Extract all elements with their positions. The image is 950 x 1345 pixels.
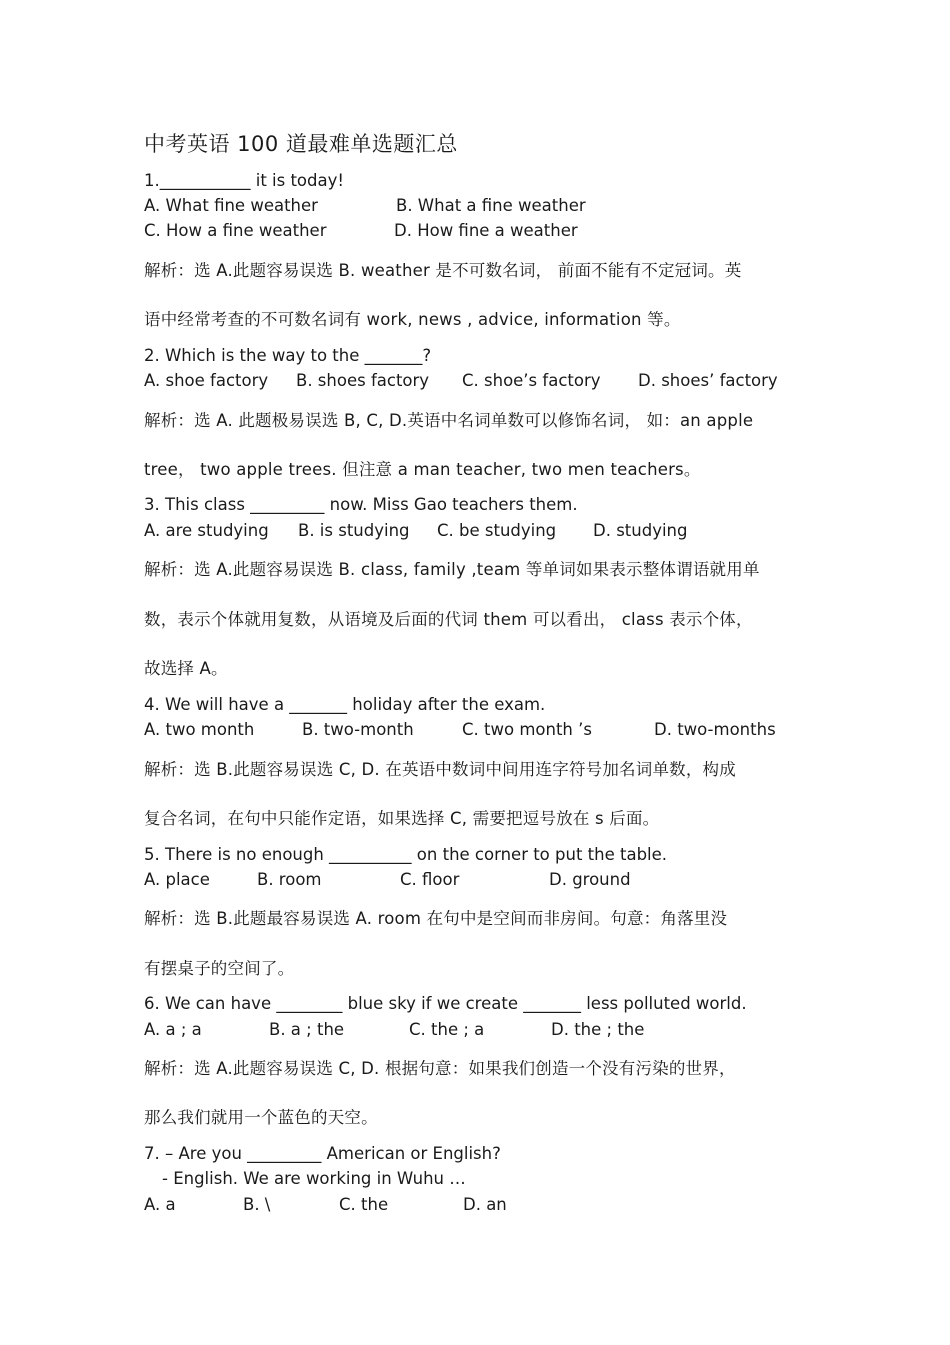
question-4-option-b: B. two-month xyxy=(302,720,414,739)
question-3-option-d: D. studying xyxy=(593,521,688,540)
question-1-option-d: D. How fine a weather xyxy=(394,221,578,240)
question-2-option-c: C. shoe’s factory xyxy=(462,371,601,390)
question-3-option-b: B. is studying xyxy=(298,521,410,540)
question-2-option-b: B. shoes factory xyxy=(296,371,430,390)
question-2-option-a: A. shoe factory xyxy=(144,371,269,390)
question-2-explanation-line-2: tree， two apple trees. 但注意 a man teacher, two men teachers。 xyxy=(144,460,701,479)
question-4-explanation-line-1: 解析：选 B.此题容易误选 C, D. 在英语中数词中间用连字符号加名词单数，构成 xyxy=(144,760,736,779)
question-1-explanation-line-1: 解析：选 A.此题容易误选 B. weather 是不可数名词， 前面不能有不定冠词。英 xyxy=(144,261,742,280)
question-5-stem: 5. There is no enough __________ on the corner to put the table. xyxy=(144,845,668,864)
question-1-stem: 1.___________ it is today! xyxy=(144,171,344,190)
question-1-explanation-line-2: 语中经常考查的不可数名词有 work, news , advice, information 等。 xyxy=(144,310,681,329)
question-7-stem-reply: - English. We are working in Wuhu … xyxy=(162,1169,466,1188)
question-4-explanation-line-2: 复合名词，在句中只能作定语，如果选择 C, 需要把逗号放在 s 后面。 xyxy=(144,809,660,828)
question-6-explanation-line-1: 解析：选 A.此题容易误选 C, D. 根据句意：如果我们创造一个没有污染的世界， xyxy=(144,1059,736,1078)
question-6-explanation-line-2: 那么我们就用一个蓝色的天空。 xyxy=(144,1108,378,1127)
question-6-option-c: C. the ; a xyxy=(409,1020,485,1039)
question-4-option-c: C. two month ’s xyxy=(462,720,592,739)
question-7-stem: 7. – Are you _________ American or English? xyxy=(144,1144,501,1163)
question-1-option-a: A. What fine weather xyxy=(144,196,318,215)
question-5-explanation-line-1: 解析：选 B.此题最容易误选 A. room 在句中是空间而非房间。句意：角落里没 xyxy=(144,909,728,928)
question-6-option-b: B. a ; the xyxy=(269,1020,345,1039)
question-2-stem: 2. Which is the way to the _______? xyxy=(144,346,432,365)
question-3-explanation-line-2: 数，表示个体就用复数，从语境及后面的代词 them 可以看出， class 表示个体， xyxy=(144,610,753,629)
question-2-explanation-line-1: 解析：选 A. 此题极易误选 B, C, D.英语中名词单数可以修饰名词， 如：an apple xyxy=(144,411,754,430)
question-4-stem: 4. We will have a _______ holiday after the exam. xyxy=(144,695,546,714)
question-3-option-c: C. be studying xyxy=(437,521,557,540)
question-5-option-c: C. floor xyxy=(400,870,460,889)
question-5-option-b: B. room xyxy=(257,870,322,889)
page-title: 中考英语 100 道最难单选题汇总 xyxy=(144,132,458,156)
question-6-stem: 6. We can have ________ blue sky if we create _______ less polluted world. xyxy=(144,994,747,1013)
question-5-option-a: A. place xyxy=(144,870,210,889)
question-3-explanation-line-3: 故选择 A。 xyxy=(144,659,228,678)
question-6-option-d: D. the ; the xyxy=(551,1020,645,1039)
question-2-option-d: D. shoes’ factory xyxy=(638,371,778,390)
question-7-option-d: D. an xyxy=(463,1195,507,1214)
question-6-option-a: A. a ; a xyxy=(144,1020,202,1039)
question-7-option-b: B. \ xyxy=(243,1195,271,1214)
question-1-option-c: C. How a fine weather xyxy=(144,221,327,240)
question-5-option-d: D. ground xyxy=(549,870,631,889)
question-3-option-a: A. are studying xyxy=(144,521,269,540)
question-7-option-c: C. the xyxy=(339,1195,389,1214)
question-7-option-a: A. a xyxy=(144,1195,176,1214)
question-3-stem: 3. This class _________ now. Miss Gao teachers them. xyxy=(144,495,578,514)
question-4-option-a: A. two month xyxy=(144,720,255,739)
question-1-option-b: B. What a fine weather xyxy=(396,196,586,215)
question-4-option-d: D. two-months xyxy=(654,720,776,739)
question-5-explanation-line-2: 有摆桌子的空间了。 xyxy=(144,959,295,978)
question-3-explanation-line-1: 解析：选 A.此题容易误选 B. class, family ,team 等单词如果表示整体谓语就用单 xyxy=(144,560,760,579)
